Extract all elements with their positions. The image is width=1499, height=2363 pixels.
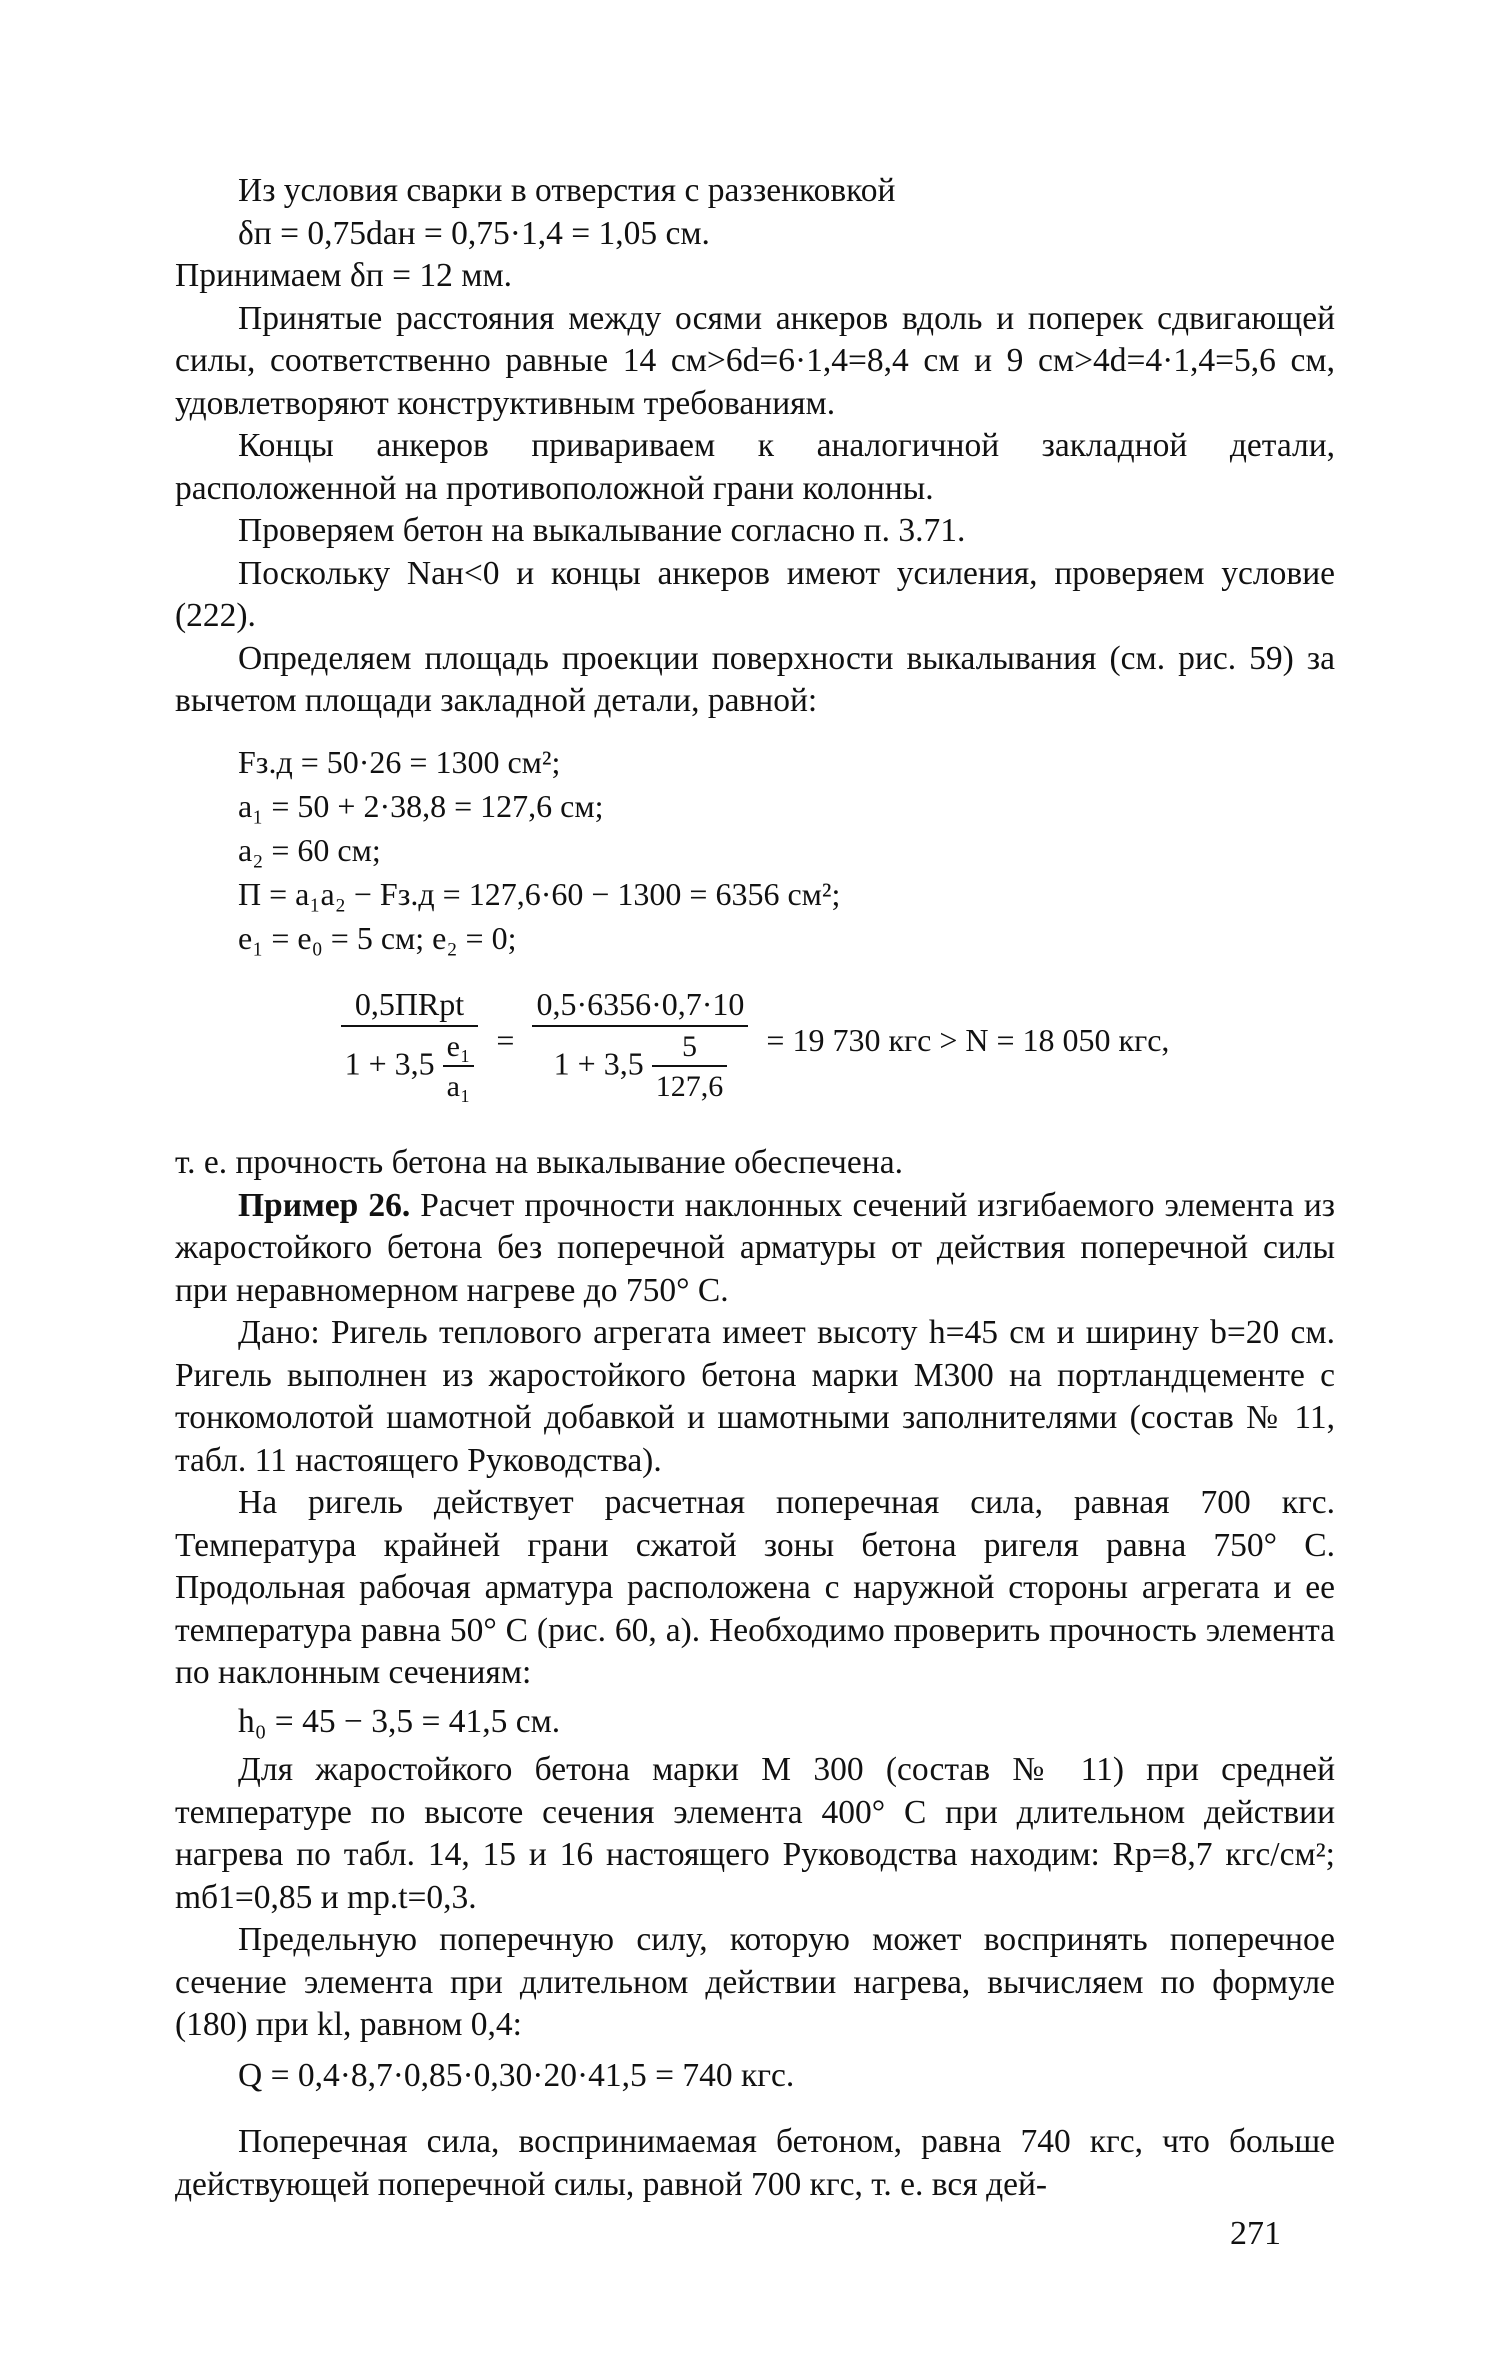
fraction-numeric-denominator-term: 1 + 3,5: [553, 1045, 644, 1082]
equation-f-zd: Fз.д = 50·26 = 1300 см²;: [238, 744, 561, 780]
fraction-5: 5: [652, 1031, 728, 1067]
paragraph-strength-ensured: т. е. прочность бетона на выкалывание обеспечена.: [175, 1144, 903, 1181]
equation-q: Q = 0,4·8,7·0,85·0,30·20·41,5 = 740 кгс.: [238, 2056, 795, 2094]
equation-e: e₁ = e₀ = 5 см; e₂ = 0;: [238, 920, 517, 956]
fraction-e1: e₁: [443, 1031, 475, 1067]
example-label: Пример 26.: [238, 1186, 411, 1224]
paragraph-shear-force: На ригель действует расчетная поперечная сила, равная 700 кгс. Температура крайней грани сжатой зоны бетона ригеля равна 750° С. Продольная рабочая арматура расположена с наружной стороны агрегата и ее температура равна 50° С (рис. 60, а). Необходимо проверить прочность элемента по наклонным сечениям:: [175, 1484, 1335, 1691]
page-number: 271: [1230, 2215, 1281, 2252]
equation-result: = 19 730 кгс > N = 18 050 кгс,: [766, 1022, 1170, 1059]
paragraph-example-26: [175, 1185, 1335, 1313]
paragraph-limit-force: Предельную поперечную силу, которую может воспринять поперечное сечение элемента при длительном действии нагрева, вычисляем по формуле (180) при kl, равном 0,4:: [175, 1921, 1335, 2043]
fraction-symbolic-numerator: 0,5ПRpt: [341, 985, 479, 1027]
paragraph-projection-area: Определяем площадь проекции поверхности выкалывания (см. рис. 59) за вычетом площади закладной детали, равной:: [175, 639, 1335, 719]
paragraph-anchor-spacing: Принятые расстояния между осями анкеров вдоль и поперек сдвигающей силы, соответственно равные 14 см>6d=6·1,4=8,4 см и 9 см>4d=4·1,4=5,6 см, удовлетворяют конструктивным требованиям.: [175, 299, 1335, 422]
fraction-symbolic: [341, 985, 479, 1103]
paragraph-check-concrete: Проверяем бетон на выкалывание согласно п. 3.71.: [238, 512, 966, 549]
paragraph-given: Дано: Ригель теплового агрегата имеет высоту h=45 см и ширину b=20 см. Ригель выполнен из жаростойкого бетона марки М300 на портландцементе с тонкомолотой шамотной добавкой и шамотными заполнителями (состав № 11, табл. 11 настоящего Руководства).: [175, 1314, 1335, 1479]
fraction-e1-a1: [443, 1031, 475, 1103]
equation-a1: a₁ = 50 + 2·38,8 = 127,6 см;: [238, 788, 604, 824]
paragraph-welding: Из условия сварки в отверстия с раззенковкой: [238, 172, 896, 209]
equation-a2: a₂ = 60 см;: [238, 832, 381, 868]
equation-delta: δп = 0,75dан = 0,75·1,4 = 1,05 см.: [238, 214, 710, 252]
fraction-equation: 0,5ПRpt 1 + 3,5 $\frac{\text{e₁}}{\text{a₁}}$ = 0,5·6356·0,7·10 1 + 3,5 $\frac{5}{127,6}$ = 19 730 кгс > N = 18 050 кгс,: [175, 985, 1335, 1103]
equation-pi: П = a₁a₂ − Fз.д = 127,6·60 − 1300 = 6356 см²;: [238, 876, 841, 912]
fraction-symbolic-denominator-term: 1 + 3,5: [344, 1045, 435, 1082]
paragraph-accept-delta: Принимаем δп = 12 мм.: [175, 257, 513, 294]
fraction-5-127: [652, 1031, 728, 1103]
paragraph-shear-conclusion: Поперечная сила, воспринимаемая бетоном, равна 740 кгс, что больше действующей поперечной силы, равной 700 кгс, т. е. вся дей-: [175, 2123, 1335, 2203]
equation-h0: h₀ = 45 − 3,5 = 41,5 см.: [238, 1702, 561, 1740]
fraction-127-6: 127,6: [655, 1070, 724, 1103]
example-title: Расчет прочности наклонных сечений изгибаемого элемента из жаростойкого бетона без поперечной арматуры от действия поперечной силы при неравномерном нагреве до 750° С.: [175, 1186, 1336, 1309]
text-block-top: [175, 170, 1335, 723]
fraction-numeric: [532, 985, 748, 1103]
paragraph-since-nan: Поскольку Nан<0 и концы анкеров имеют усиления, проверяем условие (222).: [175, 554, 1335, 634]
equations-block: [175, 740, 1335, 960]
fraction-numeric-numerator: 0,5·6356·0,7·10: [532, 985, 748, 1027]
text-block-bottom: [175, 1142, 1335, 2206]
paragraph-anchor-ends: Концы анкеров привариваем к аналогичной закладной детали, расположенной на противоположной грани колонны.: [175, 427, 1335, 507]
paragraph-heat-resistant: Для жаростойкого бетона марки М 300 (состав № 11) при средней температуре по высоте сечения элемента 400° С при длительном действии нагрева по табл. 14, 15 и 16 настоящего Руководства находим: Rр=8,7 кгс/см²; mб1=0,85 и mр.t=0,3.: [175, 1751, 1335, 1916]
fraction-a1: a₁: [446, 1070, 471, 1103]
